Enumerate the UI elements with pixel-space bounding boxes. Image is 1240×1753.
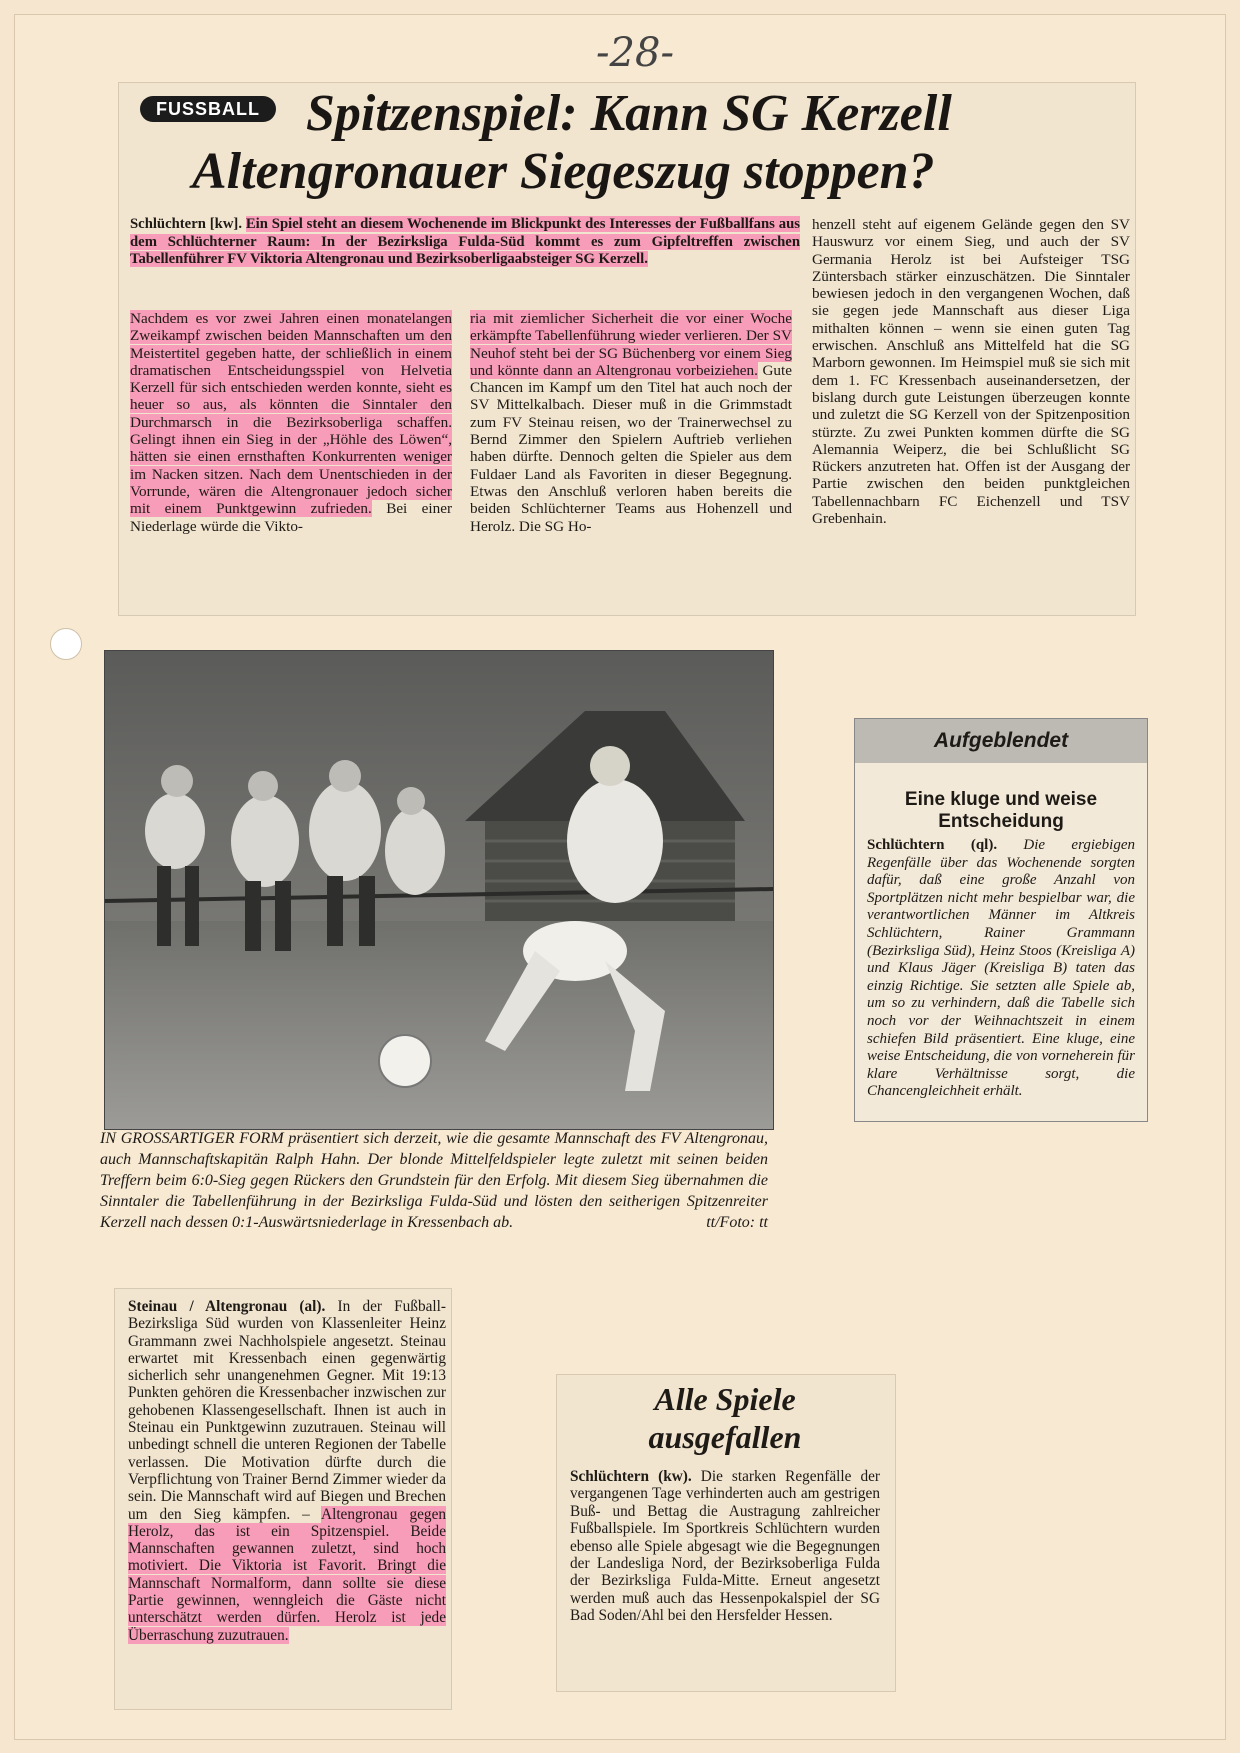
aufgeblendet-header: Aufgeblendet [855,719,1147,763]
alle-spiele-title-line-1: Alle Spiele [654,1381,796,1417]
photo-credit: tt/Foto: tt [706,1214,768,1231]
punch-hole [50,628,82,660]
caption-text: IN GROSSARTIGER FORM präsentiert sich derzeit, wie die gesamte Mannschaft des FV Altengronau, auch Mannschaftskapitän Ralph Hahn. Der blonde Mittelfeldspieler legte zuletzt mit seinen beiden Treffern beim 6:0-Sieg gegen Rückers den Grundstein für den Erfolg. Mit diesem Sieg übernahmen die Sinntaler die Tabellenführung in der Bezirksliga Fulda-Süd und lösten den seitherigen Spitzenreiter Kerzell nach dessen 0:1-Auswärtsniederlage in Kressenbach ab. [100,1130,768,1231]
headline [118,85,1138,208]
steinau-body: In der Fußball-Bezirksliga Süd wurden von Klassenleiter Heinz Grammann zwei Nachholspiele angesetzt. Steinau erwartet mit Kressenbach einen gegenwärtig sicherlich sehr unangenehmen Gegner. Mit 19:13 Punkten gehören die Kressenbacher inzwischen zur gehobenen Klassengesellschaft. Ihnen ist auch in Steinau ein Punktgewinn zuzutrauen. Steinau will unbedingt schnell die unteren Regionen der Tabelle verlassen. Die Motivation dürfte durch die Verpflichtung von Trainer Bernd Zimmer wieder da sein. Die Mannschaft wird auf Biegen und Brechen um den Sieg kämpfen. – [128,1298,446,1523]
player-shirt [567,779,663,903]
steinau-highlighted: Altengronau gegen Herolz, das ist ein Spitzenspiel. Beide Mannschaften gewannen zuletzt, sind hoch motiviert. Die Viktoria ist Favorit. Bringt die Mannschaft Normalform, dann sollte sie diese Partie gewinnen, wenngleich die Gäste nicht unterschätzt werden dürfen. Herolz ist jede Überraschung zuzutrauen. [128,1505,447,1644]
lead-text: Ein Spiel steht an diesem Wochenende im Blickpunkt des Interesses der Fußballfans aus dem Schlüchterner Raum: In der Bezirksliga Fulda-Süd kommt es zum Gipfeltreffen zwischen Tabellenführer FV Viktoria Altengronau und Bezirksoberligaabsteiger SG Kerzell. [130,216,800,268]
article-column-1 [130,310,452,535]
article-column-3 [812,216,1130,527]
aufgeblendet-dateline: Schlüchtern (ql). [867,837,998,853]
football [379,1035,431,1087]
article-lead [130,216,800,269]
match-photo [104,650,774,1130]
steinau-dateline: Steinau / Altengronau (al). [128,1298,326,1315]
column-1-rest: Bei einer Niederlage würde die Vikto- [130,500,453,535]
aufgeblendet-text: Die ergiebigen Regenfälle über das Wochenende sorgten dafür, daß eine große Anzahl von Sportplätzen nicht mehr bespielbar war, die verantwortlichen Männer im Altkreis Schlüchtern, Rainer Grammann (Bezirksliga Süd), Heinz Stoos (Kreisliga A) und Klaus Jäger (Kreisliga B) taten das einzig Richtige. Sie setzten alle Spiele ab, um so zu verhindern, daß die Tabelle sich noch vor der Weihnachtszeit in einem schiefen Bild präsentiert. Eine kluge, eine weise Entscheidung, die von vorneherein für klare Verhältnisse sorgt, die Chancengleichheit erhält. [867,837,1135,1100]
column-2-highlighted: ria mit ziemlicher Sicherheit die vor einer Woche erkämpfte Tabellenführung wieder verlieren. Der SV Neuhof steht bei der SG Büchenberg vor einem Sieg und könnte dann an Altengronau vorbeiziehen. [470,310,792,379]
photo-image [105,651,773,1129]
section-badge: FUSSBALL [140,96,276,122]
column-2-rest: Gute Chancen im Kampf um den Titel hat auch noch der SV Mittelkalbach. Dieser muß in die Grimmstadt zum FV Steinau reisen, wo der Trainerwechsel zu Bernd Zimmer den Spielern Auftrieb verliehen haben dürfte. Dennoch gelten die Spieler aus dem Fuldaer Land als Favoriten in dieser Begegnung. Etwas den Anschluß verloren haben bereits die beiden Schlüchterner Teams aus Hohenzell und Herolz. Die SG Ho- [470,361,792,535]
aufgeblendet-body [867,837,1135,1101]
lead-dateline: Schlüchtern [kw]. [130,216,242,232]
alle-spiele-title-line-2: ausgefallen [648,1419,802,1455]
headline-line-2: Altengronauer Siegeszug stoppen? [192,143,935,200]
handwritten-page-number: -28- [596,30,674,76]
alle-spiele-box [558,1380,892,1692]
alle-spiele-text: Die starken Regenfälle der vergangenen Tage verhinderten auch am gestrigen Buß- und Bettag die Austragung zahlreicher Fußballspiele. Im Sportkreis Schlüchtern wurden ebenso alle Spiele abgesagt wie die Begegnungen der Landesliga Nord, der Bezirksoberliga Fulda der Bezirksliga Fulda-Mitte. Erneut angesetzt werden muß auch das Hessenpokalspiel der SG Bad Soden/Ahl bei den Hersfelder Hessen. [570,1468,881,1625]
aufgeblendet-box [854,718,1148,1122]
alle-spiele-dateline: Schlüchtern (kw). [570,1468,692,1485]
aufgeblendet-subtitle: Eine kluge und weise Entscheidung [904,789,1098,832]
steinau-text [128,1298,446,1644]
alle-spiele-title [558,1380,892,1456]
headline-line-1: Spitzenspiel: Kann SG Kerzell [306,85,952,142]
column-1-highlighted: Nachdem es vor zwei Jahren einen monatelangen Zweikampf zwischen beiden Mannschaften um den Meistertitel gegeben hatte, der schließlich in einem dramatischen Entscheidungsspiel von Helvetia Kerzell für sich entschieden werden konnte, sieht es heuer so aus, als könnten die Sinntaler den Durchmarsch in die Bezirksoberliga schaffen. Gelingt ihnen ein Sieg in der „Höhle des Löwen“, hätten sie einen ernsthaften Konkurrenten weniger im Nacken sitzen. Nach dem Unentschieden in der Vorrunde, wären die Altengronauer jedoch sicher mit einem Punktgewinn zufrieden. [130,310,452,518]
article-column-2 [470,310,792,535]
photo-caption [100,1128,768,1233]
column-3-text: henzell steht auf eigenem Gelände gegen den SV Hauswurz vor einem Sieg, und auch der SV Germania Herolz ist bei Aufsteiger TSG Züntersbach stärker einzuschätzen. Die Sinntaler bewiesen jedoch in den vergangenen Wochen, daß sie gegen jede Mannschaft aus dieser Liga mithalten können – wenn sie einen guten Tag erwischen. Anschluß ans Mittelfeld hat die SG Marborn gewonnen. Im Heimspiel muß sie sich mit dem 1. FC Kressenbach auseinandersetzen, der bislang durch gute Leistungen überzeugen konnte und zuletzt die SG Kerzell von der Spitzenposition stürzte. Zu zwei Punkten kommen dürfte die SG Alemannia Weiperz, die bei Schlußlicht SG Rückers anzutreten hat. Offen ist der Ausgang der Partie zwischen den beiden punktgleichen Tabellennachbarn FC Eichenzell und TSV Grebenhain. [812,216,1130,528]
alle-spiele-body [570,1468,880,1625]
